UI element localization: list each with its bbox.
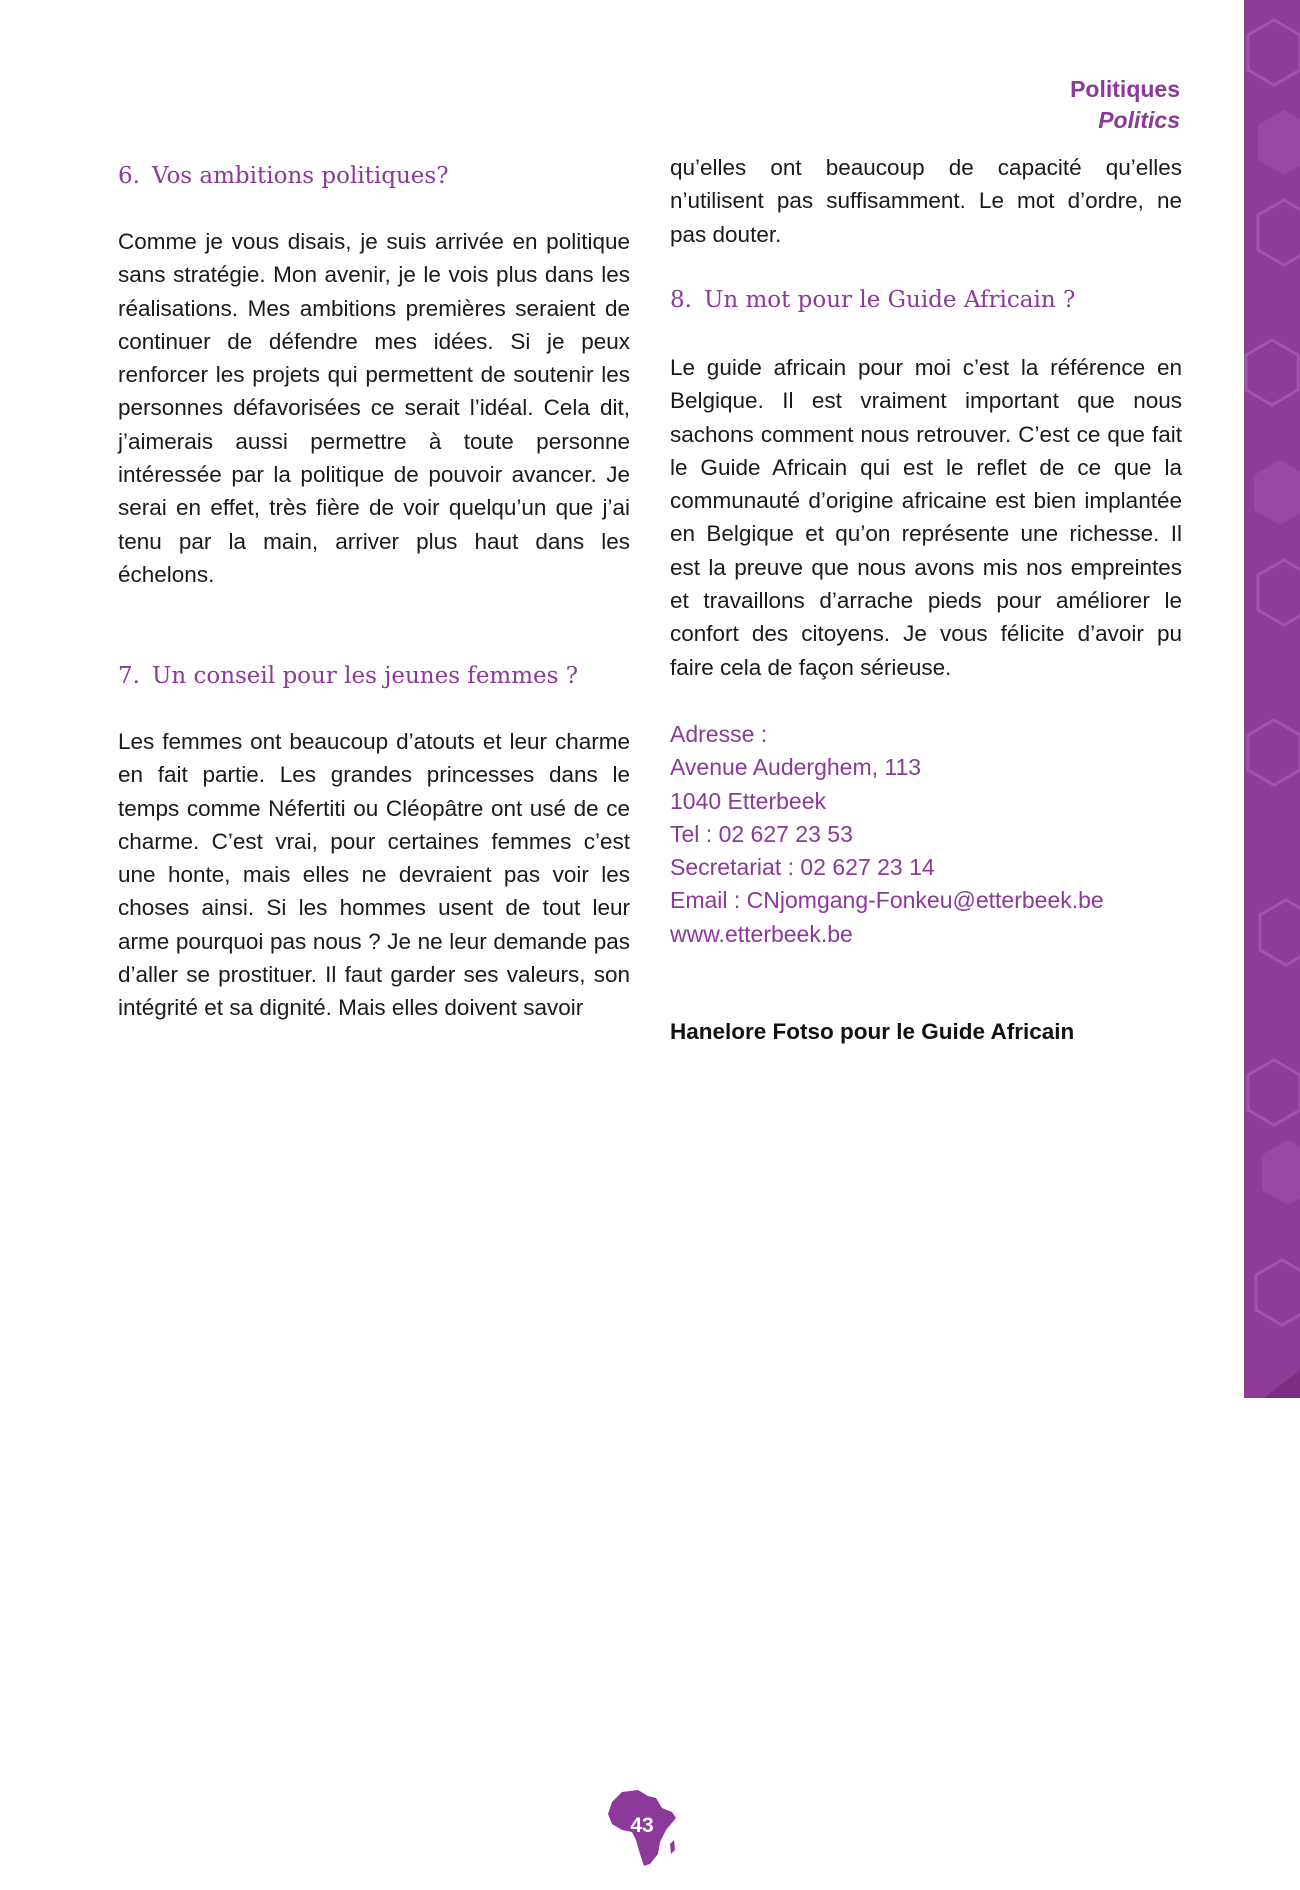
section-6-body: Comme je vous disais, je suis arrivée en politique sans stratégie. Mon avenir, je le vois plus dans les réalisations. Mes ambitions premières seraient de continuer de défendre mes idées. Si je peux renforcer les projets qui permettent de soutenir les personnes défavorisées ce serait l’idéal. Cela dit, j’aimerais aussi permettre à toute personne intéressée par la politique de pouvoir avancer. Je serai en effet, très fière de voir quelqu’un que j’ai tenu par la main, arriver plus haut dans les échelons. xyxy=(118,229,630,587)
header-title-en: Politics xyxy=(1098,107,1180,133)
section-8-heading xyxy=(670,285,1075,315)
contact-secretariat: Secretariat : 02 627 23 14 xyxy=(670,854,935,881)
section-8-body: Le guide africain pour moi c’est la référence en Belgique. Il est vraiment important que nous sachons comment nous retrouver. C’est ce que fait le Guide Africain qui est le reflet de ce que la communauté d’origine africaine est bien implantée en Belgique et qu’on représente une richesse. Il est la preuve que nous avons mis nos empreintes et travaillons d’arrache pieds pour améliorer le confort des citoyens. Je vous félicite d’avoir pu faire cela de façon sérieuse. xyxy=(670,355,1182,680)
contact-block xyxy=(670,718,1104,951)
section-8-number: 8. xyxy=(670,287,692,313)
hexagon-pattern-icon xyxy=(1244,0,1300,1398)
header-title-fr: Politiques xyxy=(1070,76,1180,102)
contact-city: 1040 Etterbeek xyxy=(670,787,827,814)
section-7-heading xyxy=(118,661,578,691)
contact-tel: Tel : 02 627 23 53 xyxy=(670,820,853,847)
section-7-number: 7. xyxy=(118,663,140,689)
side-decorative-band xyxy=(1244,0,1300,1398)
section-header xyxy=(1070,74,1180,136)
section-7-title: Un conseil pour les jeunes femmes ? xyxy=(151,663,579,689)
section-8-title: Un mot pour le Guide Africain ? xyxy=(703,287,1076,313)
section-6-title: Vos ambitions politiques? xyxy=(151,163,449,189)
section-6-heading xyxy=(118,161,449,191)
contact-label: Adresse : xyxy=(670,721,768,747)
author-signature: Hanelore Fotso pour le Guide Africain xyxy=(670,1019,1075,1044)
section-7-body: Les femmes ont beaucoup d’atouts et leur charme en fait partie. Les grandes princesses dans le temps comme Néfertiti ou Cléopâtre ont usé de ce charme. C’est vrai, pour certaines femmes c’est une honte, mais elles ne devraient pas voir les choses ainsi. Si les hommes usent de tout leur arme pourquoi pas nous ? Je ne leur demande pas d’aller se prostituer. Il faut garder ses valeurs, son intégrité et sa dignité. Mais elles doivent savoir xyxy=(118,729,630,1021)
page-number: 43 xyxy=(630,1814,654,1837)
section-6-number: 6. xyxy=(118,163,140,189)
section-7-continuation: qu’elles ont beaucoup de capacité qu’elles n’utilisent pas suffisamment. Le mot d’ordre, ne pas douter. xyxy=(670,155,1182,247)
contact-email[interactable]: Email : CNjomgang-Fonkeu@etterbeek.be xyxy=(670,887,1104,914)
contact-website[interactable]: www.etterbeek.be xyxy=(670,920,853,947)
page-footer xyxy=(604,1788,684,1868)
contact-street: Avenue Auderghem, 113 xyxy=(670,754,922,781)
